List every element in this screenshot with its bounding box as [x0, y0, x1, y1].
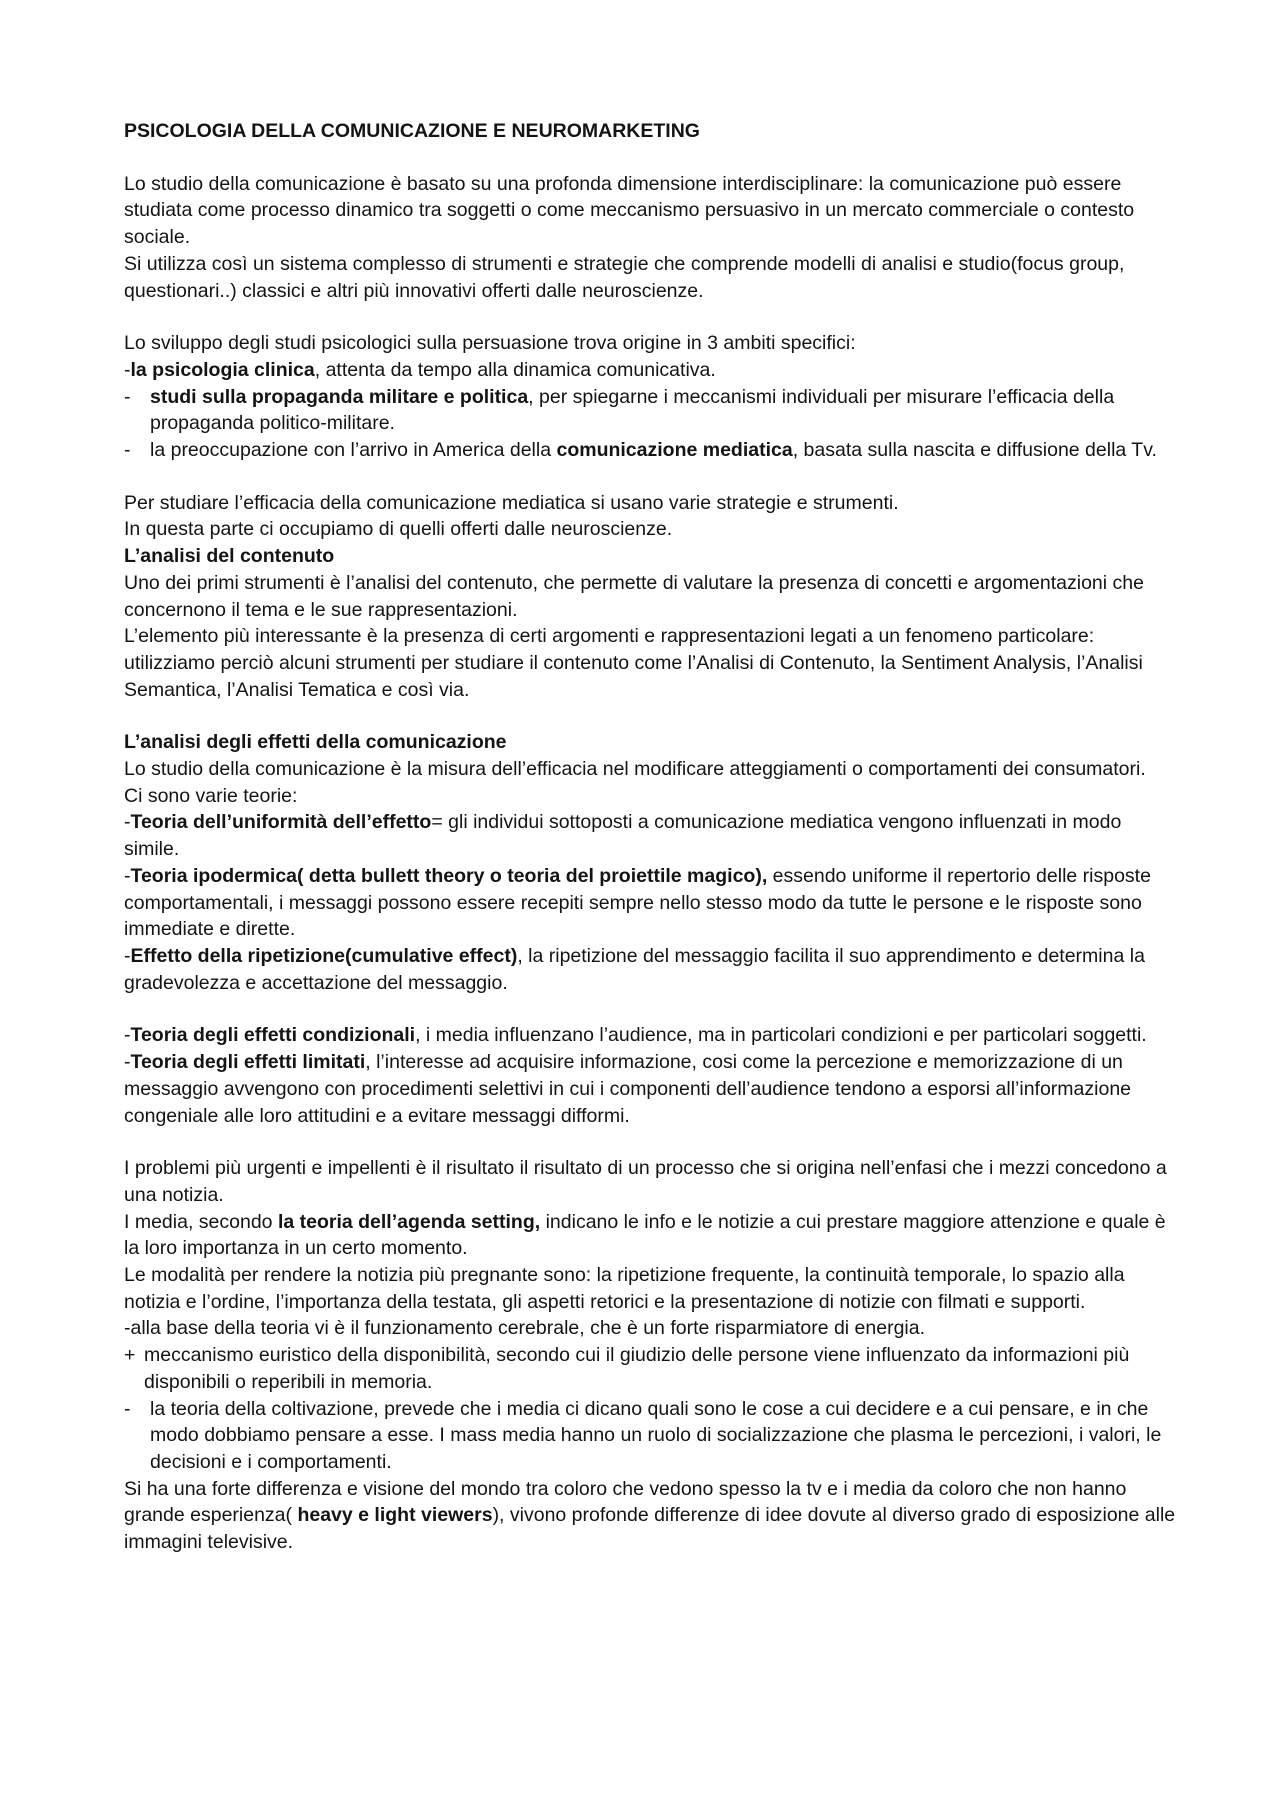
- spacer: [124, 464, 1176, 490]
- theory-limited-effects: -Teoria degli effetti limitati, l’interesse ad acquisire informazione, cosi come la percezione e memorizzazione di un messaggio avvengono con procedimenti selettivi in cui i componenti dell’audience tendono a esporsi all’informazione congeniale alle loro attitudini e a evitare messaggi difformi.: [124, 1051, 1132, 1127]
- agenda-paragraph-3: Le modalità per rendere la notizia più pregnante sono: la ripetizione frequente, la continuità temporale, lo spazio alla notizia e l’ordine, l’importanza della testata, gli aspetti retorici e la presentazione di notizie con filmati e supporti.: [124, 1264, 1125, 1313]
- intro-paragraph-2: Si utilizza così un sistema complesso di strumenti e strategie che comprende modelli di analisi e studio(focus group, questionari..) classici e altri più innovativi offerti dalle neuroscienze.: [124, 252, 1125, 302]
- content-analysis-paragraph-4: L’elemento più interessante è la presenza di certi argomenti e rappresentazioni legati a un fenomeno particolare: utilizziamo perciò alcuni strumenti per studiare il contenuto come l’Analisi di Contenuto, la Sentiment Analysis, l’Analisi Semantica, l’Analisi Tematica e così via.: [124, 625, 1143, 701]
- agenda-paragraph-5: Si ha una forte differenza e visione del mondo tra coloro che vedono spesso la tv e i media da coloro che non hanno grande esperienza( heavy e light viewers), vivono profonde differenze di idee dovute al diverso grado di esposizione alle immagini televisive.: [124, 1477, 1176, 1554]
- cultivation-theory-item: - la teoria della coltivazione, prevede che i media ci dicano quali sono le cose a cui decidere e a cui pensare, e in che modo dobbiamo pensare a esse. I mass media hanno un ruolo di socializzazione che plasma le percezioni, i valori, le decisioni e i comportamenti.: [124, 1397, 1162, 1473]
- content-analysis-paragraph-3: Uno dei primi strumenti è l’analisi del contenuto, che permette di valutare la presenza di concetti e argomentazioni che concernono il tema e le sue rappresentazioni.: [124, 571, 1144, 621]
- agenda-paragraph-2: I media, secondo la teoria dell’agenda setting, indicano le info e le notizie a cui prestare maggiore attenzione e quale è la loro importanza in un certo momento.: [124, 1210, 1166, 1260]
- dash-bullet: -: [124, 439, 131, 462]
- spacer: [124, 1129, 1176, 1155]
- content-analysis-paragraph-1: Per studiare l’efficacia della comunicazione mediatica si usano varie strategie e strumenti.: [124, 491, 899, 514]
- agenda-paragraph-1: I problemi più urgenti e impellenti è il risultato il risultato di un processo che si origina nell’enfasi che i mezzi concedono a una notizia.: [124, 1157, 1167, 1206]
- document-page: [124, 118, 1176, 1556]
- effects-heading: L’analisi degli effetti della comunicazione: [124, 731, 507, 754]
- agenda-paragraph-4: -alla base della teoria vi è il funzionamento cerebrale, che è un forte risparmiatore di energia.: [124, 1317, 926, 1340]
- intro-paragraph-1: Lo studio della comunicazione è basato su una profonda dimensione interdisciplinare: la comunicazione può essere studiata come processo dinamico tra soggetti o come meccanismo persuasivo in un mercato commerciale o contesto sociale.: [124, 172, 1135, 249]
- availability-heuristic-item: + meccanismo euristico della disponibilità, secondo cui il giudizio delle persone viene influenzato da informazioni più disponibili o reperibili in memoria.: [124, 1344, 1130, 1393]
- theory-uniformity: -Teoria dell’uniformità dell’effetto= gli individui sottoposti a comunicazione mediatica vengono influenzati in modo simile.: [124, 811, 1122, 861]
- content-analysis-heading: L’analisi del contenuto: [124, 545, 335, 568]
- dash-bullet: -: [124, 385, 131, 408]
- effects-paragraph-2: Ci sono varie teorie:: [124, 784, 298, 807]
- dash-bullet: -: [124, 1397, 131, 1420]
- origins-lead: Lo sviluppo degli studi psicologici sulla persuasione trova origine in 3 ambiti specifici:: [124, 332, 856, 355]
- spacer: [124, 304, 1176, 330]
- origins-item-1: -la psicologia clinica, attenta da tempo alla dinamica comunicativa.: [124, 358, 716, 381]
- spacer: [124, 703, 1176, 729]
- theory-repetition: -Effetto della ripetizione(cumulative effect), la ripetizione del messaggio facilita il suo apprendimento e determina la gradevolezza e accettazione del messaggio.: [124, 944, 1145, 994]
- document-title: PSICOLOGIA DELLA COMUNICAZIONE E NEUROMARKETING: [124, 120, 700, 142]
- origins-item-2: - studi sulla propaganda militare e politica, per spiegarne i meccanismi individuali per misurare l’efficacia della propaganda politico-militare.: [124, 385, 1115, 435]
- effects-paragraph-1: Lo studio della comunicazione è la misura dell’efficacia nel modificare atteggiamenti o comportamenti dei consumatori.: [124, 758, 1146, 781]
- origins-item-3: - la preoccupazione con l’arrivo in America della comunicazione mediatica, basata sulla nascita e diffusione della Tv.: [124, 437, 1176, 464]
- theory-hypodermic: -Teoria ipodermica( detta bullett theory o teoria del proiettile magico), essendo uniforme il repertorio delle risposte comportamentali, i messaggi possono essere recepiti sempre nello stesso modo da tutte le persone e le risposte sono immediate e dirette.: [124, 864, 1151, 941]
- content-analysis-paragraph-2: In questa parte ci occupiamo di quelli offerti dalle neuroscienze.: [124, 518, 673, 541]
- theory-conditional-effects: -Teoria degli effetti condizionali, i media influenzano l’audience, ma in particolari condizioni e per particolari soggetti.: [124, 1024, 1147, 1047]
- spacer: [124, 996, 1176, 1022]
- plus-bullet: +: [124, 1344, 136, 1367]
